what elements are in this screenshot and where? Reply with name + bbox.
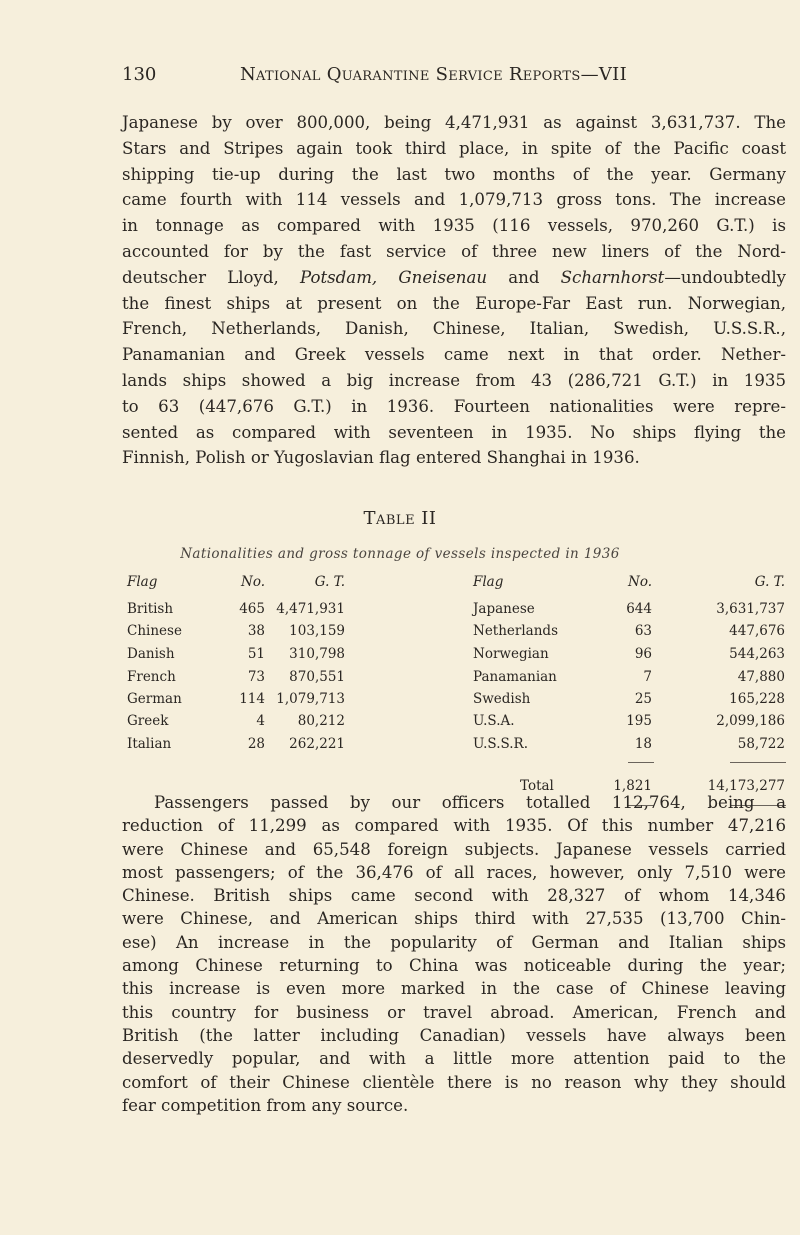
text-segment: —undoubtedly (664, 267, 786, 287)
column-header: G. T. (314, 574, 345, 590)
table-cell: Panamanian (473, 669, 557, 685)
table-caption: Nationalities and gross tonnage of vessels inspected in 1936 (180, 546, 620, 562)
text-line: were Chinese and 65,548 foreign subjects. Japanese vessels carried (122, 839, 786, 859)
text-line: fear competition from any source. (122, 1095, 409, 1115)
table-cell: Japanese (473, 601, 535, 617)
table-cell: Greek (127, 713, 169, 729)
ship-name: Scharnhorst (560, 267, 665, 287)
text-line: reduction of 11,299 as compared with 1935. Of this number 47,216 (122, 816, 786, 836)
table-cell: 644 (626, 601, 652, 617)
table-cell: 1,079,713 (276, 691, 345, 707)
text-line (122, 265, 786, 291)
text-line: French, Netherlands, Danish, Chinese, Italian, Swedish, U.S.S.R., (122, 319, 786, 339)
table-cell: 262,221 (289, 736, 345, 752)
table-cell: 4 (256, 713, 265, 729)
table-cell: 447,676 (729, 623, 785, 639)
table-cell: U.S.A. (473, 713, 515, 729)
table-title: Table II (363, 508, 437, 529)
text-line: this increase is even more marked in the case of Chinese leaving (122, 979, 786, 999)
table-row (0, 601, 800, 623)
total-rule (730, 762, 786, 763)
table-cell: 2,099,186 (716, 713, 785, 729)
table-row (0, 736, 800, 758)
table-cell: 51 (247, 646, 265, 662)
table-cell: 195 (626, 713, 652, 729)
column-header: No. (628, 574, 652, 590)
column-header: G. T. (754, 574, 785, 590)
table-cell: French (127, 669, 176, 685)
paragraph-2 (122, 791, 786, 1117)
table-cell: Italian (127, 736, 172, 752)
table-cell: 28 (247, 736, 265, 752)
text-line: British (the latter including Canadian) vessels have always been (122, 1025, 786, 1045)
text-line: came fourth with 114 vessels and 1,079,713 gross tons. The increase (122, 190, 786, 210)
column-header: Flag (127, 574, 158, 590)
table-cell: Norwegian (473, 646, 549, 662)
table-cell: 310,798 (289, 646, 345, 662)
table-row (0, 691, 800, 713)
text-segment: deutscher Lloyd, (122, 267, 301, 287)
table-cell: British (127, 601, 174, 617)
text-line: were Chinese, and American ships third with 27,535 (13,700 Chin- (122, 909, 786, 929)
text-line: in tonnage as compared with 1935 (116 vessels, 970,260 G.T.) is (122, 216, 786, 236)
total-rule (628, 762, 654, 763)
table-cell: Netherlands (473, 623, 558, 639)
text-line: most passengers; of the 36,476 of all races, however, only 7,510 were (122, 862, 786, 882)
text-line: Panamanian and Greek vessels came next in that order. Nether- (122, 345, 786, 365)
text-line: accounted for by the fast service of three new liners of the Nord- (122, 241, 786, 261)
column-header: No. (241, 574, 265, 590)
text-line: Passengers passed by our officers totalled 112,764, being a (154, 793, 786, 812)
text-line: Japanese by over 800,000, being 4,471,931 as against 3,631,737. The (122, 113, 786, 132)
table-cell: Swedish (473, 691, 531, 707)
table-cell: 63 (634, 623, 652, 639)
table-cell: German (127, 691, 182, 707)
total-tonnage: 14,173,277 (707, 778, 785, 794)
table-cell: 544,263 (729, 646, 785, 662)
table-cell: 38 (247, 623, 265, 639)
ship-names: Potsdam, Gneisenau (300, 267, 488, 287)
table-cell: 18 (634, 736, 652, 752)
table-row (0, 623, 800, 645)
text-line: ese) An increase in the popularity of German and Italian ships (122, 932, 786, 952)
table-cell: 114 (239, 691, 265, 707)
text-line: lands ships showed a big increase from 43 (286,721 G.T.) in 1935 (122, 370, 786, 390)
table-cell: 870,551 (289, 669, 345, 685)
total-label: Total (520, 778, 554, 794)
text-line: deservedly popular, and with a little more attention paid to the (122, 1049, 786, 1069)
table-row (0, 669, 800, 691)
page-number: 130 (122, 64, 157, 85)
table-row (0, 713, 800, 735)
text-line: among Chinese returning to China was noticeable during the year; (122, 956, 786, 976)
text-line: Finnish, Polish or Yugoslavian flag entered Shanghai in 1936. (122, 448, 640, 468)
table-cell: U.S.S.R. (473, 736, 529, 752)
text-line: this country for business or travel abroad. American, French and (122, 1002, 786, 1022)
table-cell: Danish (127, 646, 175, 662)
text-line: shipping tie-up during the last two months of the year. Germany (122, 164, 786, 184)
table-cell: 4,471,931 (276, 601, 345, 617)
column-header: Flag (473, 574, 504, 590)
table-cell: Chinese (127, 623, 182, 639)
running-title: National Quarantine Service Reports—VII (240, 64, 627, 85)
text-segment: and (487, 267, 561, 287)
text-line: comfort of their Chinese clientèle there is no reason why they should (122, 1072, 786, 1092)
table-cell: 103,159 (289, 623, 345, 639)
table-cell: 25 (634, 691, 652, 707)
text-line: sented as compared with seventeen in 1935. No ships flying the (122, 422, 786, 442)
paragraph-1 (122, 110, 786, 471)
text-line: Chinese. British ships came second with 28,327 of whom 14,346 (122, 886, 786, 906)
table-row (0, 646, 800, 668)
table-cell: 3,631,737 (716, 601, 785, 617)
table-cell: 96 (634, 646, 652, 662)
table-cell: 80,212 (297, 713, 345, 729)
table-cell: 465 (239, 601, 265, 617)
text-line: to 63 (447,676 G.T.) in 1936. Fourteen nationalities were repre- (122, 396, 786, 416)
table-cell: 58,722 (737, 736, 785, 752)
table-cell: 47,880 (737, 669, 785, 685)
text-line: the finest ships at present on the Europe-Far East run. Norwegian, (122, 293, 786, 313)
table-cell: 7 (643, 669, 652, 685)
total-count: 1,821 (613, 778, 652, 794)
text-line: Stars and Stripes again took third place, in spite of the Pacific coast (122, 138, 786, 158)
table-cell: 165,228 (729, 691, 785, 707)
table-cell: 73 (247, 669, 265, 685)
table-header-row (0, 574, 800, 596)
